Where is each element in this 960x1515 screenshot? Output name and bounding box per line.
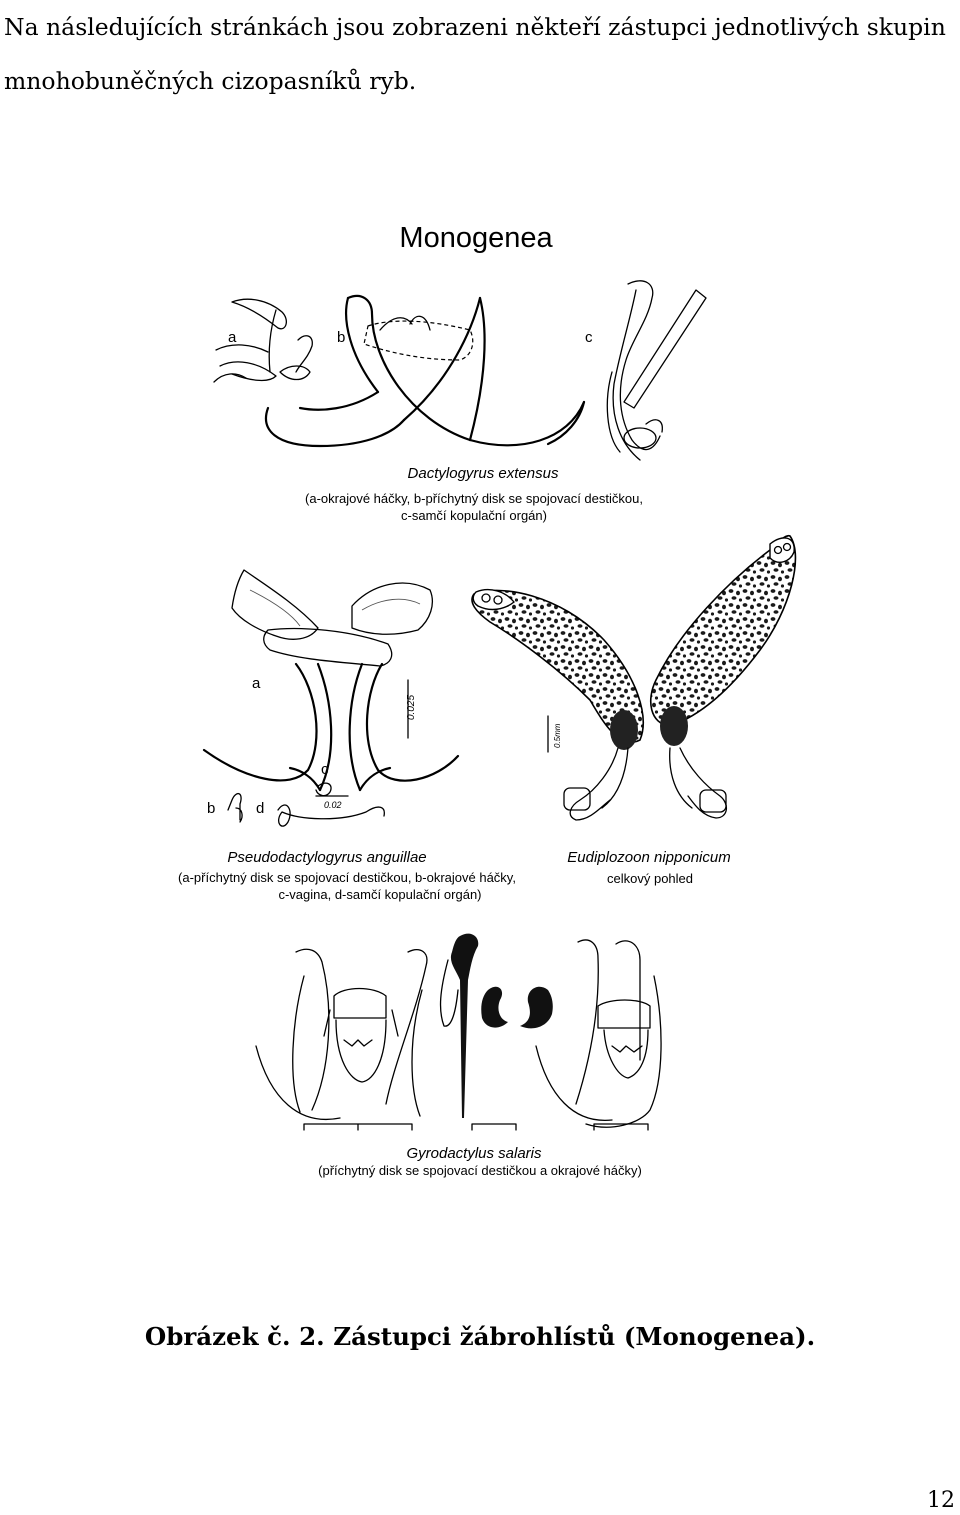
- pseudodactylogyrus-name: Pseudodactylogyrus anguillae: [227, 849, 427, 866]
- label-a: a: [228, 329, 237, 346]
- attachment-disc-b: [266, 296, 584, 446]
- eudiplozoon-drawing: [472, 536, 795, 820]
- label-b: b: [207, 800, 216, 817]
- eudiplozoon-scale-label: 0.5mm: [553, 723, 562, 748]
- pseudodactylogyrus-desc-1: (a-příchytný disk se spojovací destičkou, b-okrajové háčky,: [178, 870, 516, 885]
- dactylogyrus-desc-1: (a-okrajové háčky, b-příchytný disk se spojovací destičkou,: [305, 491, 643, 506]
- figure-caption: Obrázek č. 2. Zástupci žábrohlístů (Monogenea).: [144, 1322, 816, 1351]
- page-number: 12: [927, 1488, 955, 1513]
- copulatory-organ-c: [607, 281, 706, 460]
- eudiplozoon-desc: celkový pohled: [607, 871, 693, 886]
- pseudodactylogyrus-desc-2: c-vagina, d-samčí kopulační orgán): [278, 887, 482, 902]
- label-b: b: [337, 329, 346, 346]
- label-c: c: [321, 761, 329, 778]
- label-d: d: [256, 800, 265, 817]
- scale-label-0025: 0.025: [406, 694, 417, 720]
- scale-label-002: 0.02: [324, 800, 342, 810]
- eudiplozoon-name: Eudiplozoon nipponicum: [567, 849, 731, 866]
- dactylogyrus-drawing: [214, 281, 706, 460]
- intro-line-2: mnohobuněčných cizopasníků ryb.: [4, 67, 417, 95]
- intro-line-1: Na následujících stránkách jsou zobrazeni někteří zástupci jednotlivých skupin: [4, 13, 946, 41]
- gyrodactylus-desc: (příchytný disk se spojovací destičkou a okrajové háčky): [318, 1163, 642, 1178]
- pseudodactylogyrus-drawing: [204, 570, 458, 826]
- dactylogyrus-desc-2: c-samčí kopulační orgán): [401, 508, 547, 523]
- dactylogyrus-name: Dactylogyrus extensus: [407, 465, 559, 482]
- label-c: c: [585, 329, 593, 346]
- figure-heading: Monogenea: [399, 222, 553, 254]
- label-a: a: [252, 675, 261, 692]
- gyrodactylus-name: Gyrodactylus salaris: [406, 1145, 542, 1162]
- gyrodactylus-drawing: [256, 934, 661, 1130]
